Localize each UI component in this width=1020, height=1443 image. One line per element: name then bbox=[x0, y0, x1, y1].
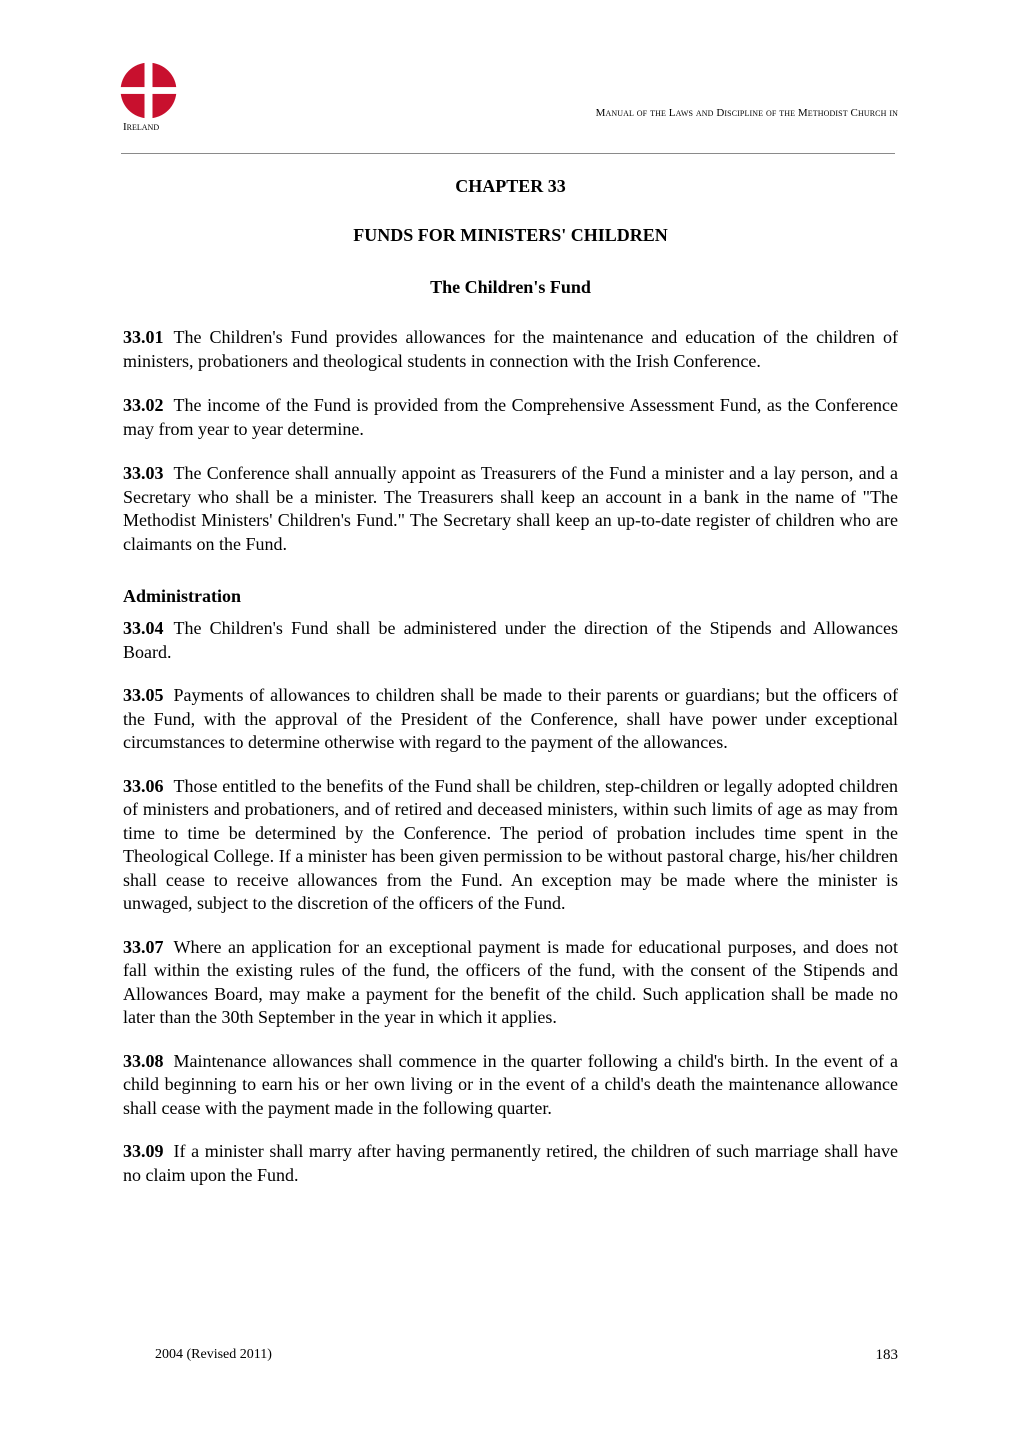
paragraph-33-05 bbox=[123, 684, 898, 755]
paragraph-text: Maintenance allowances shall commence in the quarter following a child's birth. In the event of a child beginning to earn his or her own living or in the event of a child's death the maintenance allowance shall cease with the payment made in the following quarter. bbox=[123, 1050, 898, 1118]
paragraph-33-01 bbox=[123, 326, 898, 373]
running-head-line1: Manual of the Laws and Discipline of the Methodist Church in bbox=[595, 107, 898, 119]
paragraph-number: 33.04 bbox=[123, 618, 164, 638]
paragraph-text: Payments of allowances to children shall be made to their parents or guardians; but the officers of the Fund, with the approval of the President of the Conference, shall have power under exceptional circumstances to determine otherwise with regard to the payment of the allowances. bbox=[123, 685, 898, 752]
paragraph-text: The Conference shall annually appoint as Treasurers of the Fund a minister and a lay person, and a Secretary who shall be a minister. The Treasurers shall keep an account in a bank in the name of "The Methodist Ministers' Children's Fund." The Secretary shall keep an up-to-date register of children who are claimants on the Fund. bbox=[123, 463, 898, 554]
paragraph-33-06 bbox=[123, 775, 898, 916]
running-head-line2: Ireland bbox=[123, 121, 160, 133]
page-body bbox=[123, 176, 898, 1187]
paragraph-33-08 bbox=[123, 1050, 898, 1121]
paragraph-33-09 bbox=[123, 1140, 898, 1187]
header-divider bbox=[121, 153, 895, 154]
running-head bbox=[123, 103, 898, 123]
administration-heading: Administration bbox=[123, 586, 242, 606]
page-number: 183 bbox=[875, 1347, 898, 1363]
paragraph-text: Where an application for an exceptional payment is made for educational purposes, and does not fall within the existing rules of the fund, the officers of the fund, with the consent of the Stipends and Allowances Board, may make a payment for the benefit of the child. Such application shall be made no later than the 30th September in the year in which it applies. bbox=[123, 936, 898, 1027]
paragraph-number: 33.09 bbox=[123, 1141, 164, 1161]
footer-edition: 2004 (Revised 2011) bbox=[155, 1347, 272, 1362]
paragraph-number: 33.03 bbox=[123, 463, 164, 483]
chapter-number: CHAPTER 33 bbox=[455, 176, 566, 196]
chapter-title: FUNDS FOR MINISTERS' CHILDREN bbox=[353, 225, 668, 245]
paragraph-number: 33.05 bbox=[123, 685, 164, 705]
paragraph-text: The income of the Fund is provided from the Comprehensive Assessment Fund, as the Conference may from year to year determine. bbox=[123, 395, 898, 439]
paragraph-number: 33.06 bbox=[123, 775, 164, 796]
paragraph-text: The Children's Fund provides allowances for the maintenance and education of the children of ministers, probationers and theological students in connection with the Irish Conference. bbox=[123, 327, 898, 371]
paragraph-number: 33.01 bbox=[123, 327, 164, 347]
paragraph-33-03 bbox=[123, 462, 898, 556]
paragraph-33-02 bbox=[123, 394, 898, 441]
paragraph-33-04 bbox=[123, 617, 898, 664]
paragraph-number: 33.08 bbox=[123, 1050, 164, 1071]
paragraph-text: The Children's Fund shall be administered under the direction of the Stipends and Allowances Board. bbox=[123, 618, 898, 662]
paragraph-number: 33.02 bbox=[123, 395, 164, 415]
paragraph-text: Those entitled to the benefits of the Fund shall be children, step-children or legally adopted children of ministers and probationers, and of retired and deceased ministers, within such limits of age as may from time to time be determined by the Conference. The period of probation includes time spent in the Theological College. If a minister has been given permission to be without pastoral charge, his/her children shall cease to receive allowances from the Fund. An exception may be made where the minister is unwaged, subject to the discretion of the officers of the Fund. bbox=[123, 775, 898, 913]
paragraph-number: 33.07 bbox=[123, 936, 164, 957]
paragraph-text: If a minister shall marry after having permanently retired, the children of such marriage shall have no claim upon the Fund. bbox=[123, 1141, 898, 1185]
section-subtitle: The Children's Fund bbox=[430, 277, 591, 297]
paragraph-33-07 bbox=[123, 936, 898, 1030]
